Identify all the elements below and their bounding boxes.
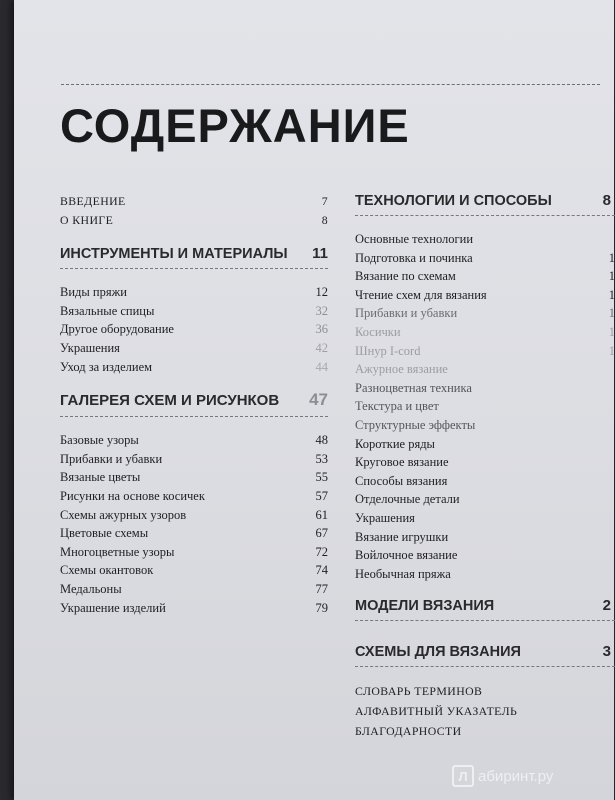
toc-entry[interactable]: Схемы ажурных узоров 61: [60, 507, 328, 522]
section-heading-tools[interactable]: ИНСТРУМЕНТЫ И МАТЕРИАЛЫ 11: [60, 245, 328, 269]
toc-entry[interactable]: Отделочные детали: [355, 492, 460, 507]
toc-entry[interactable]: Вязальные спицы 32: [60, 303, 328, 318]
toc-entry[interactable]: Многоцветные узоры 72: [60, 544, 328, 559]
section-heading-techniques[interactable]: ТЕХНОЛОГИИ И СПОСОБЫ 8: [355, 192, 615, 216]
toc-entry[interactable]: Медальоны 77: [60, 581, 328, 596]
toc-left-column: [60, 192, 328, 617]
toc-entry[interactable]: Короткие ряды: [355, 436, 435, 451]
toc-entry[interactable]: Косички 1: [355, 324, 615, 339]
toc-entry[interactable]: Украшение изделий 79: [60, 600, 328, 615]
toc-entry-acknowledgements[interactable]: БЛАГОДАРНОСТИ: [355, 724, 462, 739]
section-heading-schemes[interactable]: СХЕМЫ ДЛЯ ВЯЗАНИЯ 3: [355, 643, 615, 667]
section-heading-gallery[interactable]: ГАЛЕРЕЯ СХЕМ И РИСУНКОВ 47: [60, 390, 328, 417]
toc-entry[interactable]: Шнур I-cord 1: [355, 343, 615, 358]
toc-entry[interactable]: Рисунки на основе косичек 57: [60, 488, 328, 503]
toc-entry[interactable]: Прибавки и убавки 53: [60, 451, 328, 466]
toc-entry[interactable]: Другое оборудование 36: [60, 322, 328, 337]
toc-entry[interactable]: Вязание игрушки: [355, 529, 449, 544]
toc-entry-about[interactable]: О КНИГЕ 8: [60, 212, 328, 227]
toc-entry[interactable]: Необычная пряжа: [355, 566, 451, 581]
toc-entry[interactable]: Цветовые схемы 67: [60, 526, 328, 541]
toc-entry[interactable]: Вязание по схемам 1: [355, 269, 615, 284]
toc-entry[interactable]: Способы вязания: [355, 473, 448, 488]
toc-right-column: [355, 192, 615, 741]
toc-entry[interactable]: Круговое вязание: [355, 455, 449, 470]
toc-entry[interactable]: Текстура и цвет: [355, 399, 439, 414]
top-dashed-rule: [61, 84, 600, 85]
watermark-text: абиринт.ру: [478, 767, 554, 785]
toc-entry[interactable]: Украшения: [355, 510, 415, 525]
toc-entry[interactable]: Виды пряжи 12: [60, 285, 328, 300]
toc-entry[interactable]: Уход за изделием 44: [60, 359, 328, 374]
toc-entry[interactable]: Украшения 42: [60, 340, 328, 355]
watermark: [452, 765, 553, 787]
toc-entry[interactable]: Войлочное вязание: [355, 548, 458, 563]
section-heading-models[interactable]: МОДЕЛИ ВЯЗАНИЯ 2: [355, 597, 615, 621]
toc-entry[interactable]: Базовые узоры 48: [60, 433, 328, 448]
toc-entry-index[interactable]: АЛФАВИТНЫЙ УКАЗАТЕЛЬ: [355, 704, 518, 719]
toc-entry[interactable]: Вязаные цветы 55: [60, 470, 328, 485]
toc-entry[interactable]: Чтение схем для вязания 1: [355, 287, 615, 302]
toc-entry[interactable]: Разноцветная техника: [355, 380, 472, 395]
toc-entry[interactable]: Структурные эффекты: [355, 417, 476, 432]
toc-entry-glossary[interactable]: СЛОВАРЬ ТЕРМИНОВ: [355, 684, 483, 699]
toc-entry[interactable]: Прибавки и убавки 1: [355, 306, 615, 321]
toc-entry-intro[interactable]: ВВЕДЕНИЕ 7: [60, 194, 328, 208]
toc-entry[interactable]: Основные технологии: [355, 232, 474, 246]
page-title: СОДЕРЖАНИЕ: [60, 99, 410, 152]
toc-entry[interactable]: Подготовка и починка 1: [355, 250, 615, 265]
labirint-logo-icon: Л: [452, 765, 474, 787]
toc-entry[interactable]: Ажурное вязание: [355, 362, 448, 377]
toc-entry[interactable]: Схемы окантовок 74: [60, 563, 328, 578]
